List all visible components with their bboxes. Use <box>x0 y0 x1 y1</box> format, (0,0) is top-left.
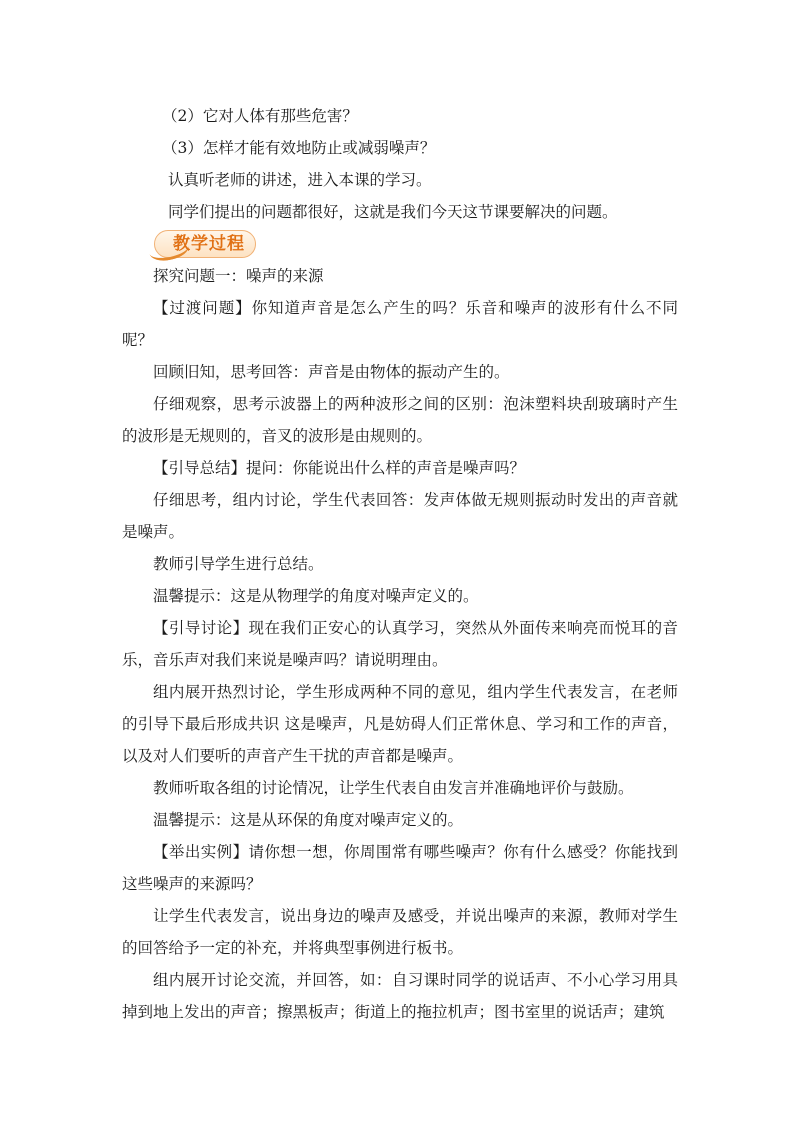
paragraph-guide-discussion: 【引导讨论】现在我们正安心的认真学习，突然从外面传来响亮而悦耳的音乐，音乐声对我们来说是噪声吗？请说明理由。 <box>122 619 678 669</box>
paragraph-tip-physics: 温馨提示：这是从物理学的角度对噪声定义的。 <box>153 587 479 605</box>
paragraph-group-answer: 组内展开讨论交流，并回答，如：自习课时同学的说话声、不小心学习用具掉到地上发出的声音；擦黑板声；街道上的拖拉机声；图书室里的说话声；建筑 <box>122 971 678 1021</box>
paragraph-review-answer: 回顾旧知，思考回答：声音是由物体的振动产生的。 <box>153 363 510 381</box>
paragraph-observation: 仔细观察，思考示波器上的两种波形之间的区别：泡沫塑料块刮玻璃时产生的波形是无规则的，音叉的波形是由规则的。 <box>122 395 678 445</box>
intro-line-2: 同学们提出的问题都很好，这就是我们今天这节课要解决的问题。 <box>168 203 618 221</box>
badge-label-box <box>154 230 256 258</box>
paragraph-group-discussion: 仔细思考，组内讨论，学生代表回答：发声体做无规则振动时发出的声音就是噪声。 <box>122 491 678 541</box>
intro-line-1: 认真听老师的讲述，进入本课的学习。 <box>168 171 432 189</box>
paragraph-teacher-feedback: 教师听取各组的讨论情况，让学生代表自由发言并准确地评价与鼓励。 <box>153 779 634 797</box>
paragraph-examples-question: 【举出实例】请你想一想，你周围常有哪些噪声？你有什么感受？你能找到这些噪声的来源吗？ <box>122 843 678 893</box>
paragraph-consensus: 组内展开热烈讨论，学生形成两种不同的意见，组内学生代表发言，在老师的引导下最后形成共识 这是噪声，凡是妨碍人们正常休息、学习和工作的声音，以及对人们要听的声音产生干扰的声音都是噪声。 <box>122 683 678 765</box>
paragraph-topic-heading: 探究问题一：噪声的来源 <box>153 267 324 285</box>
paragraph-guide-summary: 【引导总结】提问：你能说出什么样的声音是噪声吗？ <box>153 459 526 477</box>
paragraph-transition-question: 【过渡问题】你知道声音是怎么产生的吗？乐音和噪声的波形有什么不同呢？ <box>122 299 678 349</box>
document-body <box>122 100 678 1028</box>
question-2: （2）它对人体有那些危害？ <box>162 107 358 125</box>
question-3: （3）怎样才能有效地防止或减弱噪声？ <box>162 139 436 157</box>
section-badge-text: 教学过程 <box>173 234 245 254</box>
paragraph-tip-environment: 温馨提示：这是从环保的角度对噪声定义的。 <box>153 811 464 829</box>
paragraph-student-speech: 让学生代表发言，说出身边的噪声及感受，并说出噪声的来源，教师对学生的回答给予一定的补充，并将典型事例进行板书。 <box>122 907 678 957</box>
paragraph-teacher-summary: 教师引导学生进行总结。 <box>153 555 324 573</box>
section-badge <box>146 228 678 260</box>
